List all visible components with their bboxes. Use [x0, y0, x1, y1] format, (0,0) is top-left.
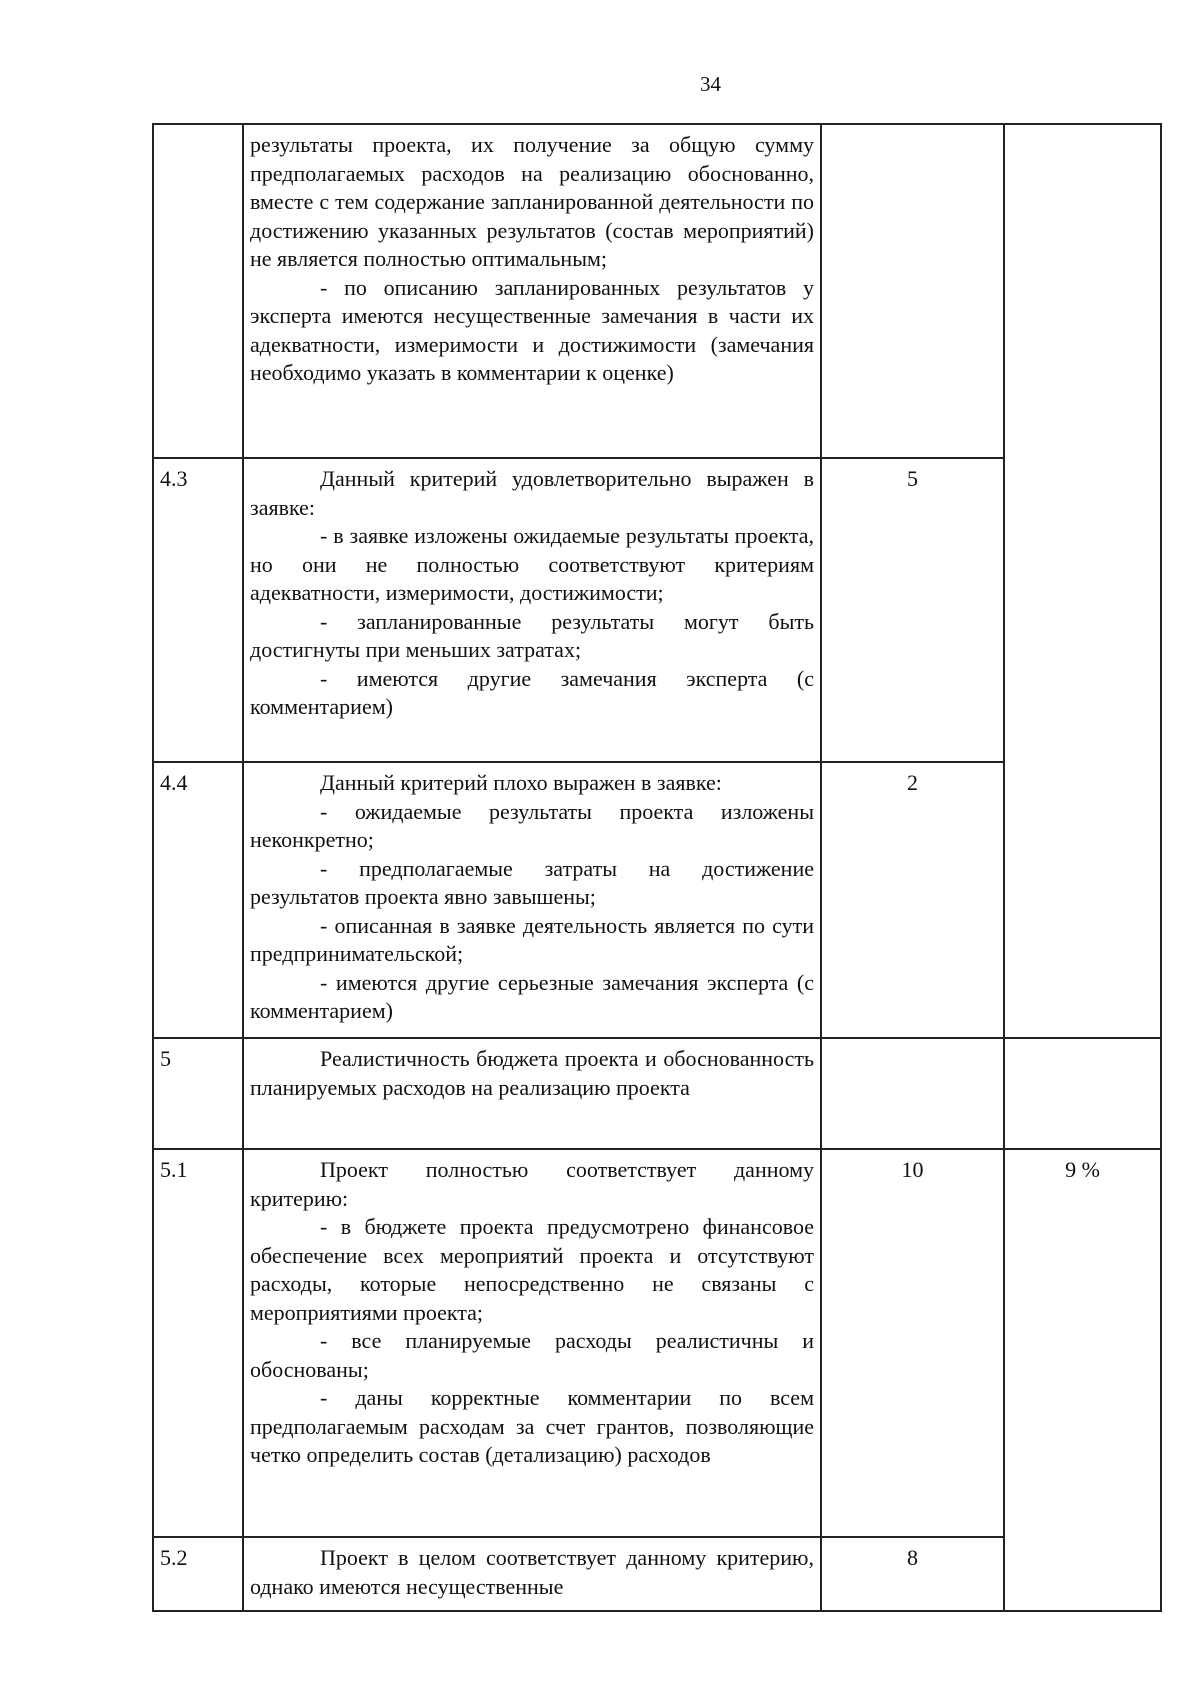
table-row	[153, 1149, 1161, 1537]
paragraph: - даны корректные комментарии по всем предполагаемым расходам за счет грантов, позволяющие четко определить состав (детализацию) расходов	[250, 1385, 814, 1467]
criterion-score: 8	[821, 1537, 1004, 1611]
criteria-table	[152, 123, 1162, 1612]
criterion-description	[243, 1537, 821, 1611]
criterion-score	[821, 124, 1004, 458]
paragraph: - по описанию запланированных результатов у эксперта имеются несущественные замечания в части их адекватности, измеримости и достижимости (замечания необходимо указать в комментарии к оценке)	[250, 274, 814, 385]
criterion-description	[243, 1038, 821, 1149]
criterion-weight: 9 %	[1004, 1149, 1161, 1611]
criterion-number: 5.1	[153, 1149, 243, 1537]
paragraph: - предполагаемые затраты на достижение результатов проекта явно завышены;	[250, 855, 814, 909]
paragraph: - все планируемые расходы реалистичны и обоснованы;	[250, 1328, 814, 1382]
criterion-weight	[1004, 1038, 1161, 1149]
paragraph: Проект полностью соответствует данному критерию:	[250, 1157, 814, 1211]
criterion-number	[153, 124, 243, 458]
table-row	[153, 1038, 1161, 1149]
paragraph: - запланированные результаты могут быть достигнуты при меньших затратах;	[250, 608, 814, 662]
criterion-description	[243, 1149, 821, 1537]
paragraph: - описанная в заявке деятельность является по сути предпринимательской;	[250, 912, 814, 966]
criterion-score: 2	[821, 762, 1004, 1038]
paragraph: Данный критерий плохо выражен в заявке:	[320, 770, 722, 795]
table-row	[153, 124, 1161, 458]
criterion-description	[243, 458, 821, 762]
paragraph: - в бюджете проекта предусмотрено финансовое обеспечение всех мероприятий проекта и отсутствуют расходы, которые непосредственно не связаны с мероприятиями проекта;	[250, 1214, 814, 1325]
criterion-number: 5.2	[153, 1537, 243, 1611]
criterion-description	[243, 124, 821, 458]
criterion-score	[821, 1038, 1004, 1149]
criterion-weight	[1004, 124, 1161, 1038]
criterion-score: 5	[821, 458, 1004, 762]
page-number: 34	[700, 72, 721, 96]
criterion-number: 5	[153, 1038, 243, 1149]
criterion-number: 4.3	[153, 458, 243, 762]
criterion-score: 10	[821, 1149, 1004, 1537]
paragraph: - ожидаемые результаты проекта изложены неконкретно;	[250, 798, 814, 852]
paragraph: результаты проекта, их получение за общую сумму предполагаемых расходов на реализацию обоснованно, вместе с тем содержание запланированной деятельности по достижению указанных результатов (состав мероприятий) не является полностью оптимальным;	[250, 132, 814, 271]
paragraph: - в заявке изложены ожидаемые результаты проекта, но они не полностью соответствуют критериям адекватности, измеримости, достижимости;	[250, 523, 814, 605]
criterion-description	[243, 762, 821, 1038]
paragraph: - имеются другие замечания эксперта (с комментарием)	[250, 665, 814, 719]
paragraph: Данный критерий удовлетворительно выражен в заявке:	[250, 466, 814, 520]
paragraph: Проект в целом соответствует данному критерию, однако имеются несущественные	[250, 1545, 814, 1599]
paragraph: Реалистичность бюджета проекта и обоснованность планируемых расходов на реализацию проекта	[250, 1046, 814, 1100]
paragraph: - имеются другие серьезные замечания эксперта (с комментарием)	[250, 969, 814, 1023]
criterion-number: 4.4	[153, 762, 243, 1038]
